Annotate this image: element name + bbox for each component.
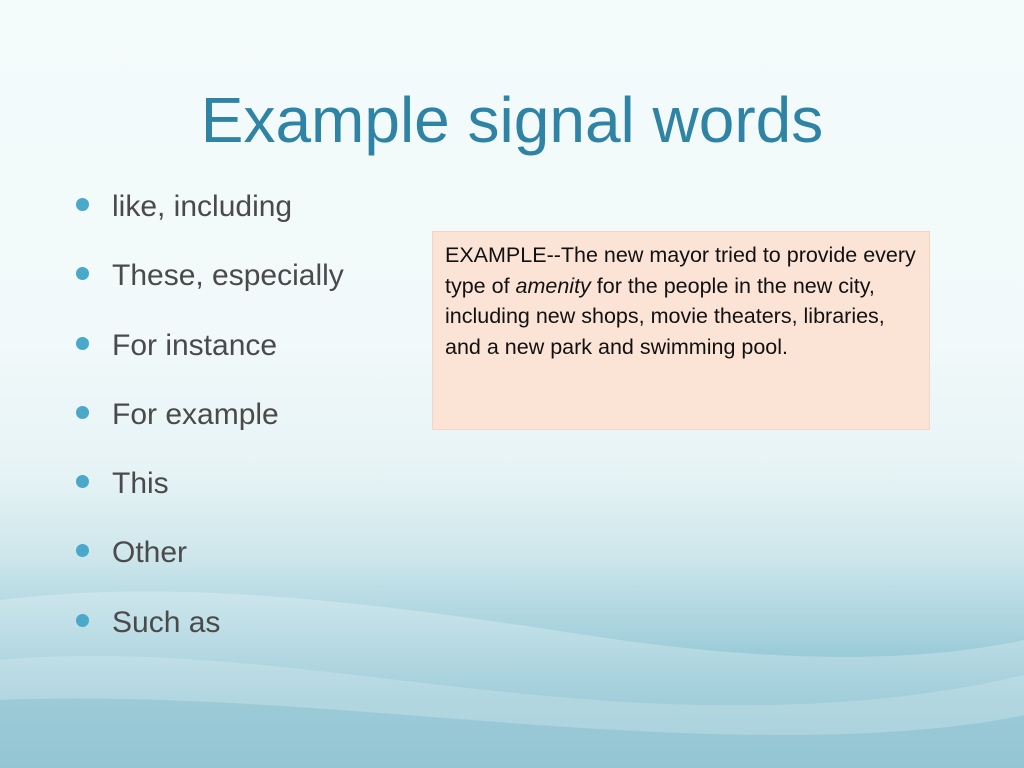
slide-title: Example signal words	[200, 84, 824, 156]
list-item	[76, 532, 344, 601]
example-text-start: EXAMPLE--The new mayor tried to provide every type of	[445, 243, 916, 298]
bullet-dot-icon	[76, 337, 89, 350]
bullet-text: For instance	[112, 328, 278, 362]
example-text-box	[432, 231, 930, 430]
list-item	[76, 325, 344, 394]
example-emphasis-word: amenity	[515, 273, 591, 298]
bullet-text: Such as	[112, 605, 221, 639]
list-item	[76, 255, 344, 324]
bullet-text: This	[112, 467, 169, 501]
bullet-dot-icon	[76, 267, 89, 280]
signal-words-list	[76, 186, 344, 671]
list-item	[76, 394, 344, 463]
bullet-text: like, including	[112, 190, 293, 223]
list-item	[76, 463, 344, 532]
bullet-dot-icon	[76, 614, 89, 627]
bullet-text: Other	[112, 536, 188, 570]
bullet-text: These, especially	[112, 259, 344, 293]
bullet-text: For example	[112, 397, 279, 431]
bullet-dot-icon	[76, 475, 89, 488]
bullet-dot-icon	[76, 198, 89, 211]
bullet-dot-icon	[76, 544, 89, 557]
example-text-end: for the people in the new city, including new shops, movie theaters, libraries, and a new park and swimming pool.	[445, 273, 885, 359]
bullet-dot-icon	[76, 406, 89, 419]
list-item	[76, 602, 344, 671]
list-item	[76, 186, 344, 255]
